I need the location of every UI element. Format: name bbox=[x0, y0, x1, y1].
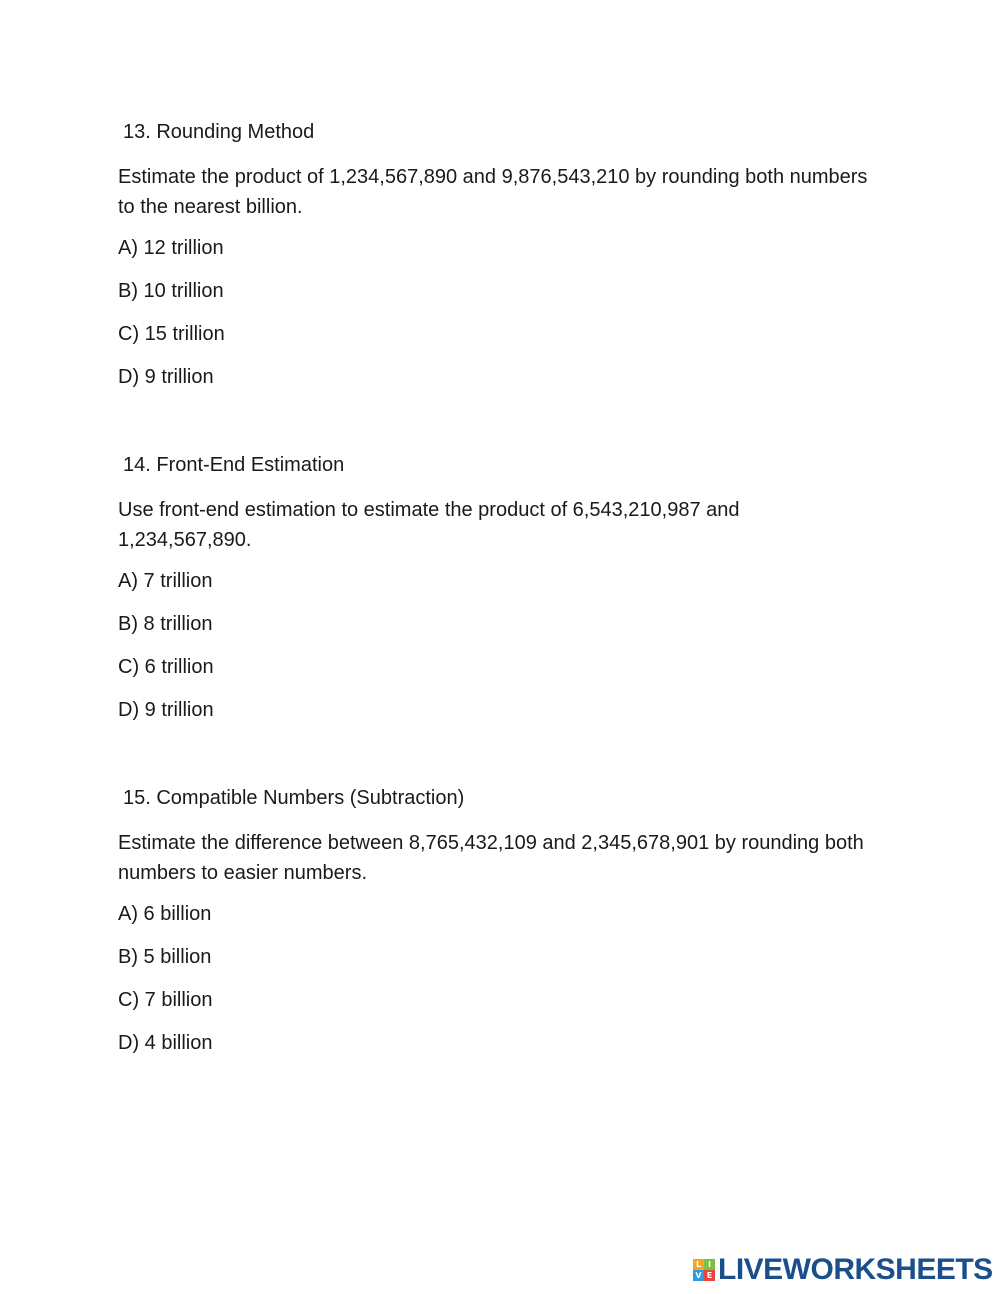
answer-option-c: C) 7 billion bbox=[118, 989, 213, 1011]
liveworksheets-logo-icon bbox=[693, 1259, 715, 1281]
question-text: Use front-end estimation to estimate the product of 6,543,210,987 and 1,234,567,890. bbox=[118, 499, 740, 551]
logo-letter-v: V bbox=[693, 1270, 704, 1281]
answer-option-a: A) 12 trillion bbox=[118, 237, 224, 259]
answer-option-c: C) 6 trillion bbox=[118, 656, 214, 678]
answer-option-d: D) 4 billion bbox=[118, 1032, 213, 1054]
question-title: 13. Rounding Method bbox=[123, 121, 315, 143]
logo-letter-i: I bbox=[704, 1259, 715, 1270]
logo-letter-e: E bbox=[704, 1270, 715, 1281]
answer-option-d: D) 9 trillion bbox=[118, 366, 214, 388]
answer-option-c: C) 15 trillion bbox=[118, 323, 225, 345]
question-title: 15. Compatible Numbers (Subtraction) bbox=[123, 787, 465, 809]
question-text: Estimate the difference between 8,765,432,109 and 2,345,678,901 by rounding both numbers to easier numbers. bbox=[118, 832, 864, 884]
question-14 bbox=[118, 452, 878, 740]
liveworksheets-logo-text: LIVEWORKSHEETS bbox=[718, 1253, 993, 1286]
answer-option-a: A) 6 billion bbox=[118, 903, 212, 925]
question-15 bbox=[118, 785, 878, 1073]
answer-option-b: B) 5 billion bbox=[118, 946, 212, 968]
liveworksheets-logo bbox=[693, 1253, 993, 1287]
question-13 bbox=[118, 119, 878, 407]
answer-option-b: B) 8 trillion bbox=[118, 613, 213, 635]
logo-letter-l: L bbox=[693, 1259, 704, 1270]
question-title: 14. Front-End Estimation bbox=[123, 454, 345, 476]
answer-option-a: A) 7 trillion bbox=[118, 570, 213, 592]
answer-option-d: D) 9 trillion bbox=[118, 699, 214, 721]
question-text: Estimate the product of 1,234,567,890 and 9,876,543,210 by rounding both numbers to the nearest billion. bbox=[118, 166, 868, 218]
answer-option-b: B) 10 trillion bbox=[118, 280, 224, 302]
